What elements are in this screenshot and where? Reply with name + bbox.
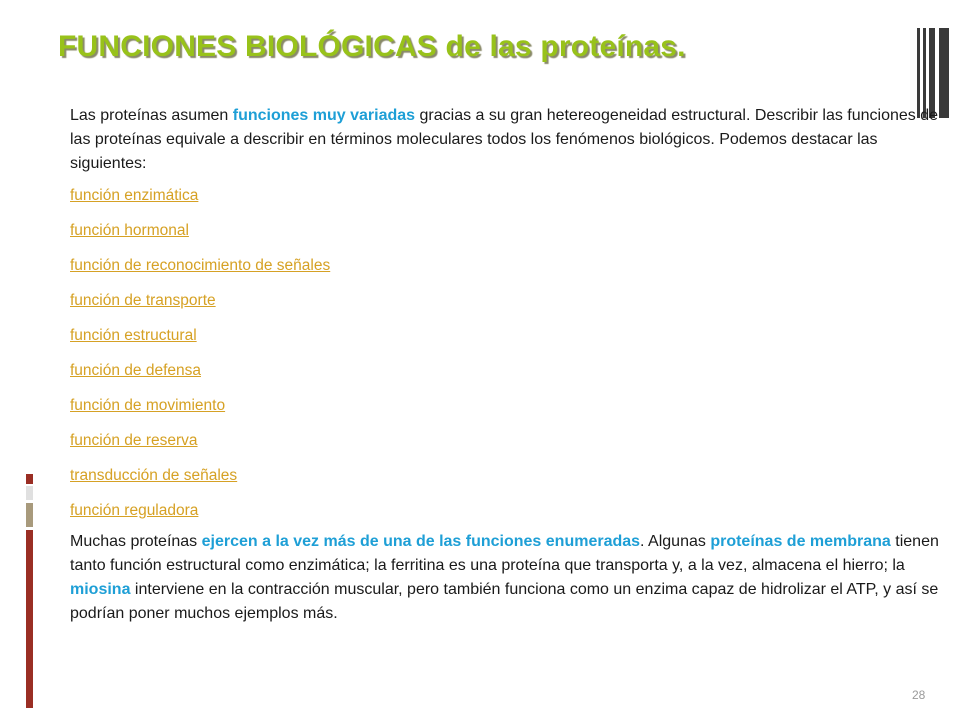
list-item <box>70 429 940 464</box>
list-item <box>70 324 940 359</box>
slide-body <box>70 104 940 626</box>
link-funcion-reguladora[interactable]: función reguladora <box>70 502 199 519</box>
list-item <box>70 289 940 324</box>
intro-text-rest: gracias a su gran hetereogeneidad estructural. Describir las funciones de las proteínas equivale a describir en términos moleculares todos los fenómenos biológicos. Podemos destacar las siguientes: <box>70 107 939 172</box>
link-transduccion-senales[interactable]: transducción de señales <box>70 467 238 484</box>
sidebar-grey-block <box>26 486 33 500</box>
closing-text-3: tienen tanto función estructural como enzimática; la ferritina es una proteína que transporta y, a la vez, almacena el hierro; la <box>70 533 939 574</box>
closing-text-1: Muchas proteínas <box>70 533 202 550</box>
closing-paragraph <box>70 530 940 626</box>
list-item <box>70 359 940 394</box>
link-funcion-defensa[interactable]: función de defensa <box>70 362 201 379</box>
link-funcion-transporte[interactable]: función de transporte <box>70 292 216 309</box>
closing-highlight-1: ejercen a la vez más de una de las funciones enumeradas <box>201 533 641 550</box>
link-funcion-hormonal[interactable]: función hormonal <box>70 222 189 239</box>
closing-text-4: interviene en la contracción muscular, pero también funciona como un enzima capaz de hidrolizar el ATP, y así se podrían poner muchos ejemplos más. <box>70 581 939 622</box>
sidebar-tan-block <box>26 503 33 527</box>
list-item <box>70 254 940 289</box>
intro-paragraph <box>70 104 940 176</box>
link-funcion-reserva[interactable]: función de reserva <box>70 432 198 449</box>
closing-text-2: . Algunas <box>640 533 711 550</box>
function-links-list <box>70 184 940 534</box>
sidebar-red-bar <box>26 530 33 708</box>
list-item <box>70 184 940 219</box>
list-item <box>70 464 940 499</box>
list-item <box>70 499 940 534</box>
link-funcion-estructural[interactable]: función estructural <box>70 327 197 344</box>
list-item <box>70 219 940 254</box>
sidebar-red-block <box>26 474 33 484</box>
closing-highlight-3: miosina <box>70 581 131 598</box>
intro-text: Las proteínas asumen <box>70 107 233 124</box>
slide-title: FUNCIONES BIOLÓGICAS de las proteínas. <box>58 30 686 63</box>
page-number: 28 <box>912 688 926 702</box>
intro-highlight: funciones muy variadas <box>232 107 416 124</box>
link-funcion-movimiento[interactable]: función de movimiento <box>70 397 226 414</box>
list-item <box>70 394 940 429</box>
link-funcion-enzimatica[interactable]: función enzimática <box>70 187 199 204</box>
link-funcion-reconocimiento[interactable]: función de reconocimiento de señales <box>70 257 331 274</box>
closing-highlight-2: proteínas de membrana <box>710 533 891 550</box>
